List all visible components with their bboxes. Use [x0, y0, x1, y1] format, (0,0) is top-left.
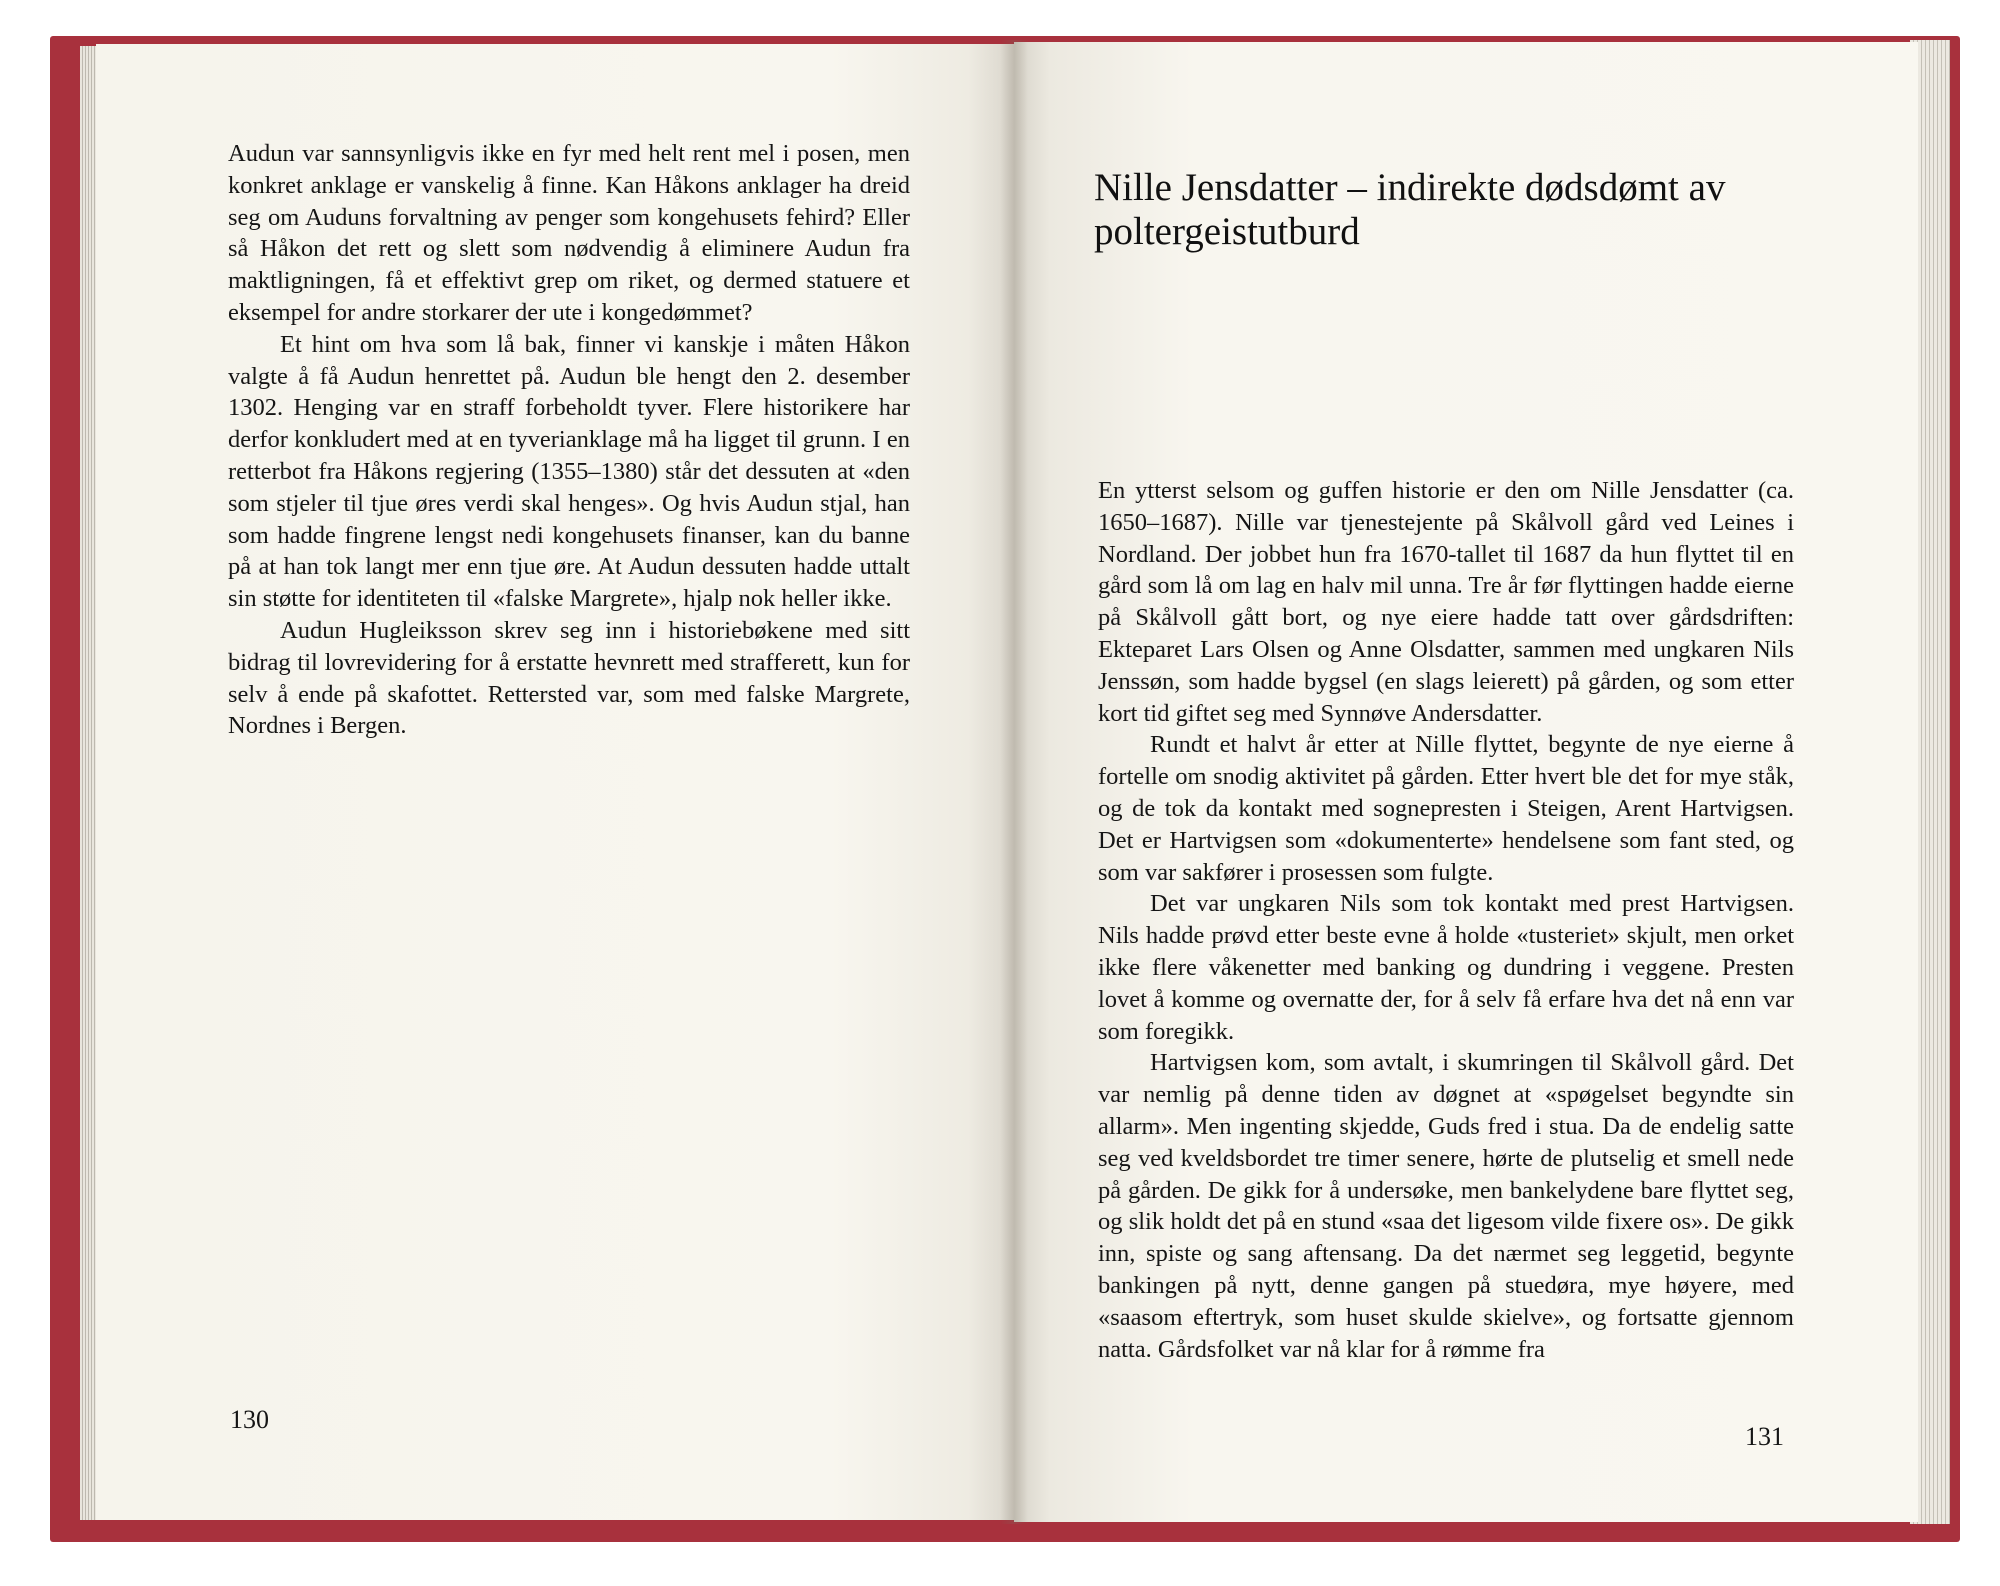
left-paragraph-1: Audun var sannsynligvis ikke en fyr med helt rent mel i posen, men konkret anklage er vanskelig å finne. Kan Håkons anklager ha dreid seg om Auduns forvaltning av penger som kongehusets fehird? Eller så Håkon det rett og slett som nødvendig å eliminere Audun fra maktligningen, få et effektivt grep om riket, og dermed statuere et eksempel for andre storkarer der ute i kongedømmet?: [228, 140, 910, 326]
right-paragraph-2: Rundt et halvt år etter at Nille flyttet, begynte de nye eierne å fortelle om snodig aktivitet på gården. Etter hvert ble det for mye ståk, og de tok da kontakt med sognepresten i Steigen, Arent Hartvigsen. Det er Hartvigsen som «dokumenterte» hendelsene som fant sted, og som var sakfører i prosessen som fulgte.: [1098, 731, 1794, 886]
left-page-number: 130: [230, 1405, 269, 1434]
right-page-body: [1098, 475, 1794, 1365]
right-paragraph-3: Det var ungkaren Nils som tok kontakt med prest Hartvigsen. Nils hadde prøvd etter beste evne å holde «tusteriet» skjult, men orket ikke flere våkenetter med banking og dundring i veggene. Presten lovet å komme og overnatte der, for å selv få erfare hva det nå enn var som foregikk.: [1098, 890, 1794, 1045]
left-page-body: [228, 138, 910, 742]
chapter-heading: Nille Jensdatter – indirekte dødsdømt av poltergeistutburd: [1094, 166, 1726, 254]
book-gutter: [1000, 40, 1028, 1524]
right-paragraph-4: Hartvigsen kom, som avtalt, i skumringen til Skålvoll gård. Det var nemlig på denne tiden av døgnet at «spøgelset begyndte sin allarm». Men ingenting skjedde, Guds fred i stua. Da de endelig satte seg ved kveldsbordet tre timer senere, hørte de plutselig et smell nede på gården. De gikk for å undersøke, men bankelydene bare flyttet seg, og slik holdt det på en stund «saa det ligesom vilde fixere os». De gikk inn, spiste og sang aftensang. Da det nærmet seg leggetid, begynte bankingen på nytt, denne gangen på stuedøra, mye høyere, med «saasom eftertryk, som huset skulde skielve», og fortsatte gjennom natta. Gårdsfolket var nå klar for å rømme fra: [1098, 1049, 1794, 1363]
right-page-number: 131: [1745, 1422, 1784, 1451]
left-paragraph-2: Et hint om hva som lå bak, finner vi kanskje i måten Håkon valgte å få Audun henrettet på. Audun ble hengt den 2. desember 1302. Henging var en straff forbeholdt tyver. Flere historikere har derfor konkludert med at en tyverianklage må ha ligget til grunn. I en retterbot fra Håkons regjering (1355–1380) står det dessuten at «den som stjeler til tjue øres verdi skal henges». Og hvis Audun stjal, han som hadde fingrene lengst nedi kongehusets finanser, kan du banne på at han tok langt mer enn tjue øre. At Audun dessuten hadde uttalt sin støtte for identiteten til «falske Margrete», hjalp nok heller ikke.: [228, 330, 910, 613]
left-paragraph-3: Audun Hugleiksson skrev seg inn i historiebøkene med sitt bidrag til lovrevidering for å erstatte hevnrett med strafferett, kun for selv å ende på skafottet. Rettersted var, som med falske Margrete, Nordnes i Bergen.: [228, 616, 910, 740]
right-paragraph-1: En ytterst selsom og guffen historie er den om Nille Jensdatter (ca. 1650–1687). Nille var tjenestejente på Skålvoll gård ved Leines i Nordland. Der jobbet hun fra 1670-tallet til 1687 da hun flyttet til en gård som lå om lag en halv mil unna. Tre år før flyttingen hadde eierne på Skålvoll gått bort, og nye eiere hadde tatt over gårdsdriften: Ekteparet Lars Olsen og Anne Olsdatter, sammen med ungkaren Nils Jenssøn, som hadde bygsel (en slags leierett) på gården, og som etter kort tid giftet seg med Synnøve Andersdatter.: [1098, 477, 1794, 727]
